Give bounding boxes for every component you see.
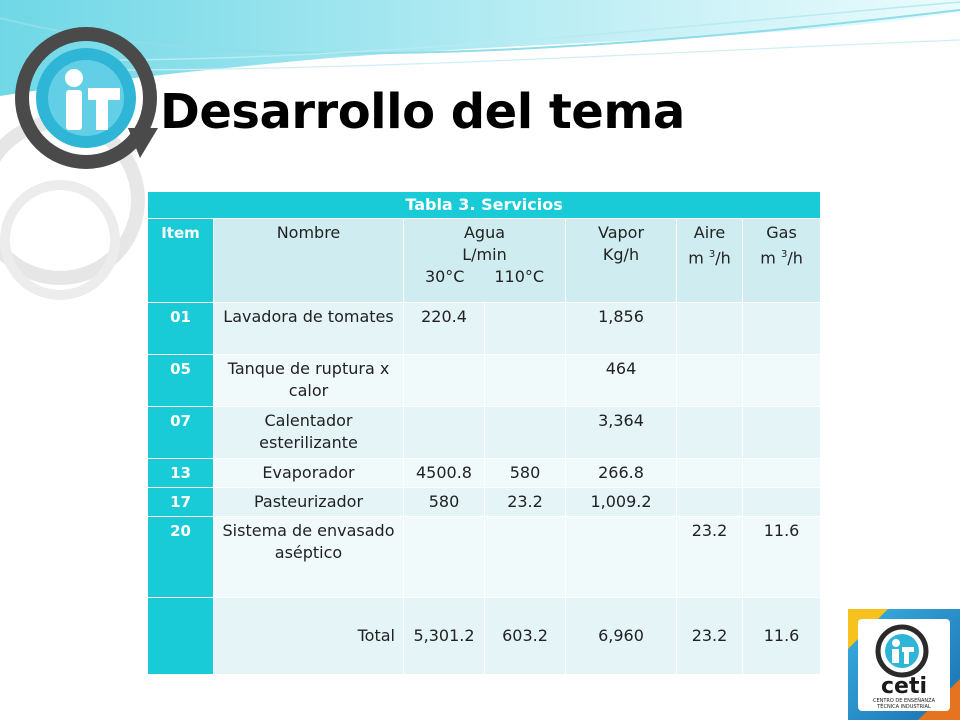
- cell-item: 13: [148, 459, 214, 488]
- cell-agua30: [404, 355, 485, 407]
- table-row: [148, 407, 821, 459]
- cell-nombre: Lavadora de tomates: [214, 303, 404, 355]
- svg-text:TÉCNICA INDUSTRIAL: TÉCNICA INDUSTRIAL: [877, 704, 931, 710]
- cell-agua30: [404, 517, 485, 598]
- cell-gas: [743, 303, 821, 355]
- cell-total-vapor: 6,960: [566, 598, 677, 675]
- header-agua-30c: 30°C: [424, 267, 465, 286]
- cell-item: [148, 598, 214, 675]
- table-caption-row: [148, 192, 821, 219]
- cell-agua110: 23.2: [485, 488, 566, 517]
- header-agua: [404, 219, 566, 303]
- table-row: [148, 488, 821, 517]
- header-gas: [743, 219, 821, 303]
- cell-aire: [677, 303, 743, 355]
- header-gas-label: Gas: [766, 223, 797, 242]
- header-vapor: [566, 219, 677, 303]
- services-table: [147, 191, 821, 675]
- header-nombre: Nombre: [214, 219, 404, 303]
- table-total-row: [148, 598, 821, 675]
- table-row: [148, 459, 821, 488]
- table-row: [148, 355, 821, 407]
- header-item: Item: [148, 219, 214, 303]
- cell-vapor: 3,364: [566, 407, 677, 459]
- slide-title: Desarrollo del tema: [160, 84, 685, 140]
- cell-nombre: Calentador esterilizante: [214, 407, 404, 459]
- cell-agua30: 220.4: [404, 303, 485, 355]
- cell-vapor: [566, 517, 677, 598]
- cell-vapor: 266.8: [566, 459, 677, 488]
- table-row: [148, 303, 821, 355]
- cell-nombre: Evaporador: [214, 459, 404, 488]
- cell-agua110: [485, 517, 566, 598]
- cell-aire: [677, 459, 743, 488]
- header-agua-110c: 110°C: [494, 267, 545, 286]
- cell-item: 07: [148, 407, 214, 459]
- cell-agua110: 580: [485, 459, 566, 488]
- cell-agua110: [485, 355, 566, 407]
- ceti-logo-icon: [848, 609, 960, 720]
- cell-gas: [743, 355, 821, 407]
- header-aire-unit: m $^3$/h: [688, 248, 731, 268]
- svg-text:ceti: ceti: [880, 674, 928, 699]
- cell-vapor: 1,009.2: [566, 488, 677, 517]
- table-row: [148, 517, 821, 598]
- header-agua-unit: L/min: [462, 245, 507, 264]
- cell-aire: 23.2: [677, 517, 743, 598]
- services-table-container: [147, 191, 820, 675]
- cell-vapor: 1,856: [566, 303, 677, 355]
- cell-total-agua110: 603.2: [485, 598, 566, 675]
- table-header-row: [148, 219, 821, 303]
- cell-agua110: [485, 303, 566, 355]
- cell-total-label: Total: [214, 598, 404, 675]
- cell-agua30: 580: [404, 488, 485, 517]
- cell-aire: [677, 355, 743, 407]
- cell-gas: [743, 488, 821, 517]
- header-gas-unit: m $^3$/h: [760, 248, 803, 268]
- cell-nombre: Sistema de envasado aséptico: [214, 517, 404, 598]
- cell-aire: [677, 488, 743, 517]
- table-caption: Tabla 3. Servicios: [148, 192, 821, 219]
- cell-agua30: 4500.8: [404, 459, 485, 488]
- header-vapor-label: Vapor: [597, 223, 645, 242]
- cell-nombre: Tanque de ruptura x calor: [214, 355, 404, 407]
- cell-item: 20: [148, 517, 214, 598]
- cell-gas: [743, 407, 821, 459]
- cell-total-agua30: 5,301.2: [404, 598, 485, 675]
- cell-gas: 11.6: [743, 517, 821, 598]
- cell-total-aire: 23.2: [677, 598, 743, 675]
- cell-vapor: 464: [566, 355, 677, 407]
- cell-item: 01: [148, 303, 214, 355]
- header-aire: [677, 219, 743, 303]
- cell-agua30: [404, 407, 485, 459]
- cell-agua110: [485, 407, 566, 459]
- header-vapor-unit: Kg/h: [602, 245, 640, 264]
- svg-text:CENTRO DE ENSEÑANZA: CENTRO DE ENSEÑANZA: [872, 698, 936, 704]
- header-aire-label: Aire: [693, 223, 726, 242]
- cell-nombre: Pasteurizador: [214, 488, 404, 517]
- cell-item: 05: [148, 355, 214, 407]
- cell-aire: [677, 407, 743, 459]
- cell-gas: [743, 459, 821, 488]
- cell-total-gas: 11.6: [743, 598, 821, 675]
- cell-item: 17: [148, 488, 214, 517]
- header-agua-label: Agua: [463, 223, 506, 242]
- ceti-corner-logo-icon: [8, 18, 168, 178]
